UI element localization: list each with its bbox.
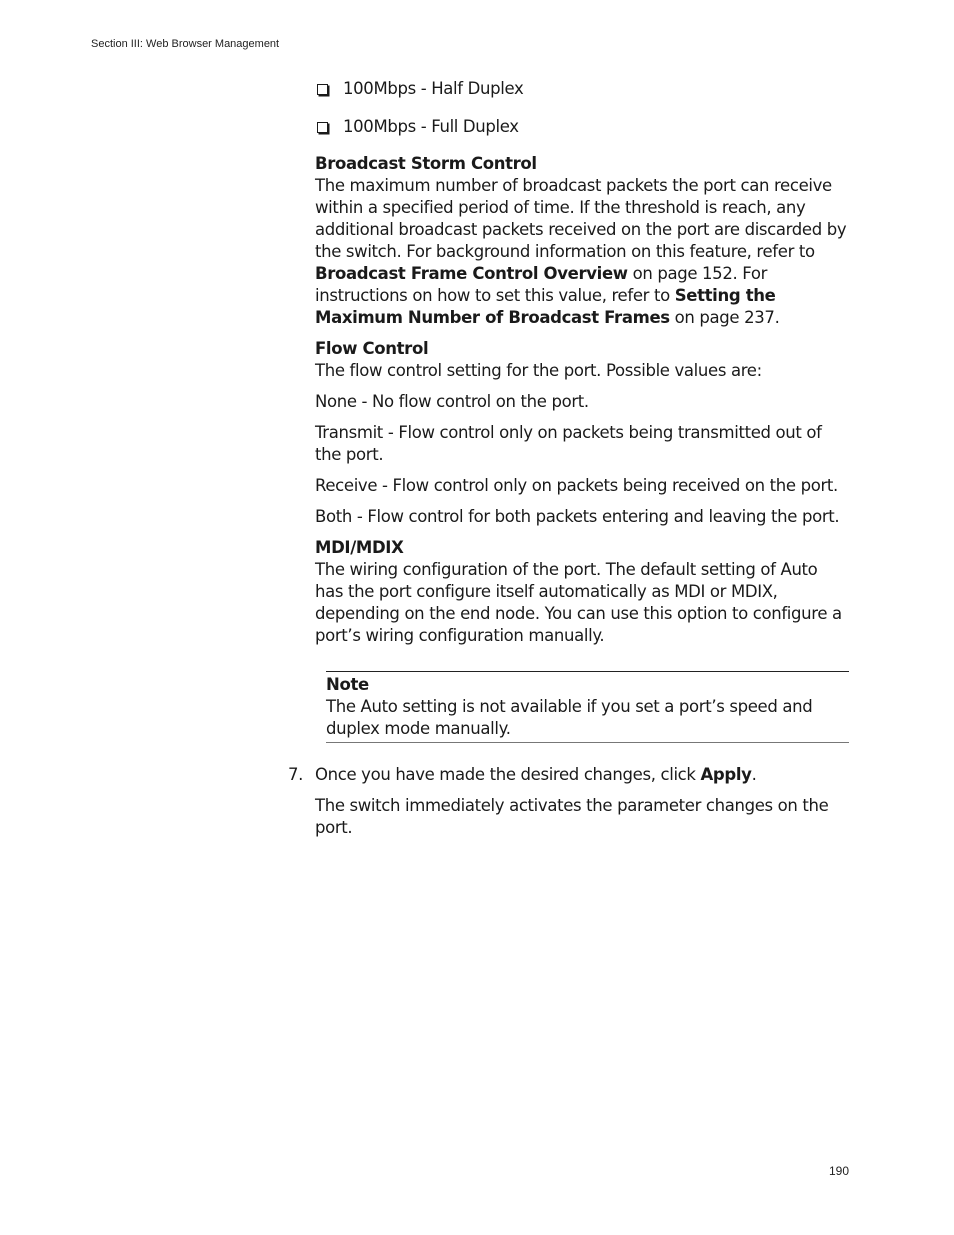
step-result: The switch immediately activates the parameter changes on the port.: [315, 796, 829, 837]
section-body: The wiring configuration of the port. The default setting of Auto has the port configure itself automatically as MDI or MDIX, depending on the end node. You can use this option to configure a port’s wiring configuration manually.: [315, 560, 842, 645]
note-text: The Auto setting is not available if you set a port’s speed and duplex mode manually.: [326, 697, 813, 738]
checkbox-bullet-icon: [317, 122, 328, 133]
cross-reference-link: Setting the Maximum Number of Broadcast Frames: [315, 286, 776, 327]
broadcast-storm-section: [315, 153, 850, 329]
mdi-section: [315, 537, 850, 647]
running-header: Section III: Web Browser Management: [91, 38, 280, 50]
body-text: on page 237.: [669, 308, 780, 327]
body-text: .: [751, 765, 757, 784]
procedure-step: [288, 764, 848, 856]
step-text: [315, 764, 756, 786]
section-heading: MDI/MDIX: [315, 538, 404, 557]
step-line: [288, 764, 848, 786]
list-item: [315, 116, 850, 138]
body-text: The maximum number of broadcast packets the port can receive within a specified period of time. If the threshold is reach, any additional broadcast packets received on the port are discarded by the switch. For background information on this feature, refer to: [315, 176, 847, 261]
note-heading: Note: [326, 675, 369, 694]
section-body: [315, 175, 850, 329]
page-number: 190: [829, 1164, 850, 1178]
list-item: [315, 78, 850, 100]
option-text: Transmit - Flow control only on packets being transmitted out of the port.: [315, 423, 822, 464]
option-text: None - No flow control on the port.: [315, 392, 589, 411]
section-body: The flow control setting for the port. Possible values are:: [315, 361, 762, 380]
body-text: Once you have made the desired changes, click: [315, 765, 701, 784]
section-heading: Flow Control: [315, 339, 429, 358]
step-number: 7.: [288, 765, 304, 784]
apply-button-reference: Apply: [700, 765, 752, 784]
body-text: on page 152. For instructions on how to set this value, refer to: [315, 264, 767, 305]
main-content: [315, 78, 850, 743]
bullet-text: 100Mbps - Full Duplex: [343, 117, 519, 136]
cross-reference-link: Broadcast Frame Control Overview: [315, 264, 628, 283]
option-text: Receive - Flow control only on packets being received on the port.: [315, 476, 838, 495]
option-text: Both - Flow control for both packets entering and leaving the port.: [315, 507, 840, 526]
bullet-text: 100Mbps - Half Duplex: [343, 79, 524, 98]
checkbox-bullet-icon: [317, 84, 328, 95]
section-heading: Broadcast Storm Control: [315, 154, 537, 173]
flow-control-section: [315, 338, 850, 528]
note-box: [326, 671, 849, 743]
